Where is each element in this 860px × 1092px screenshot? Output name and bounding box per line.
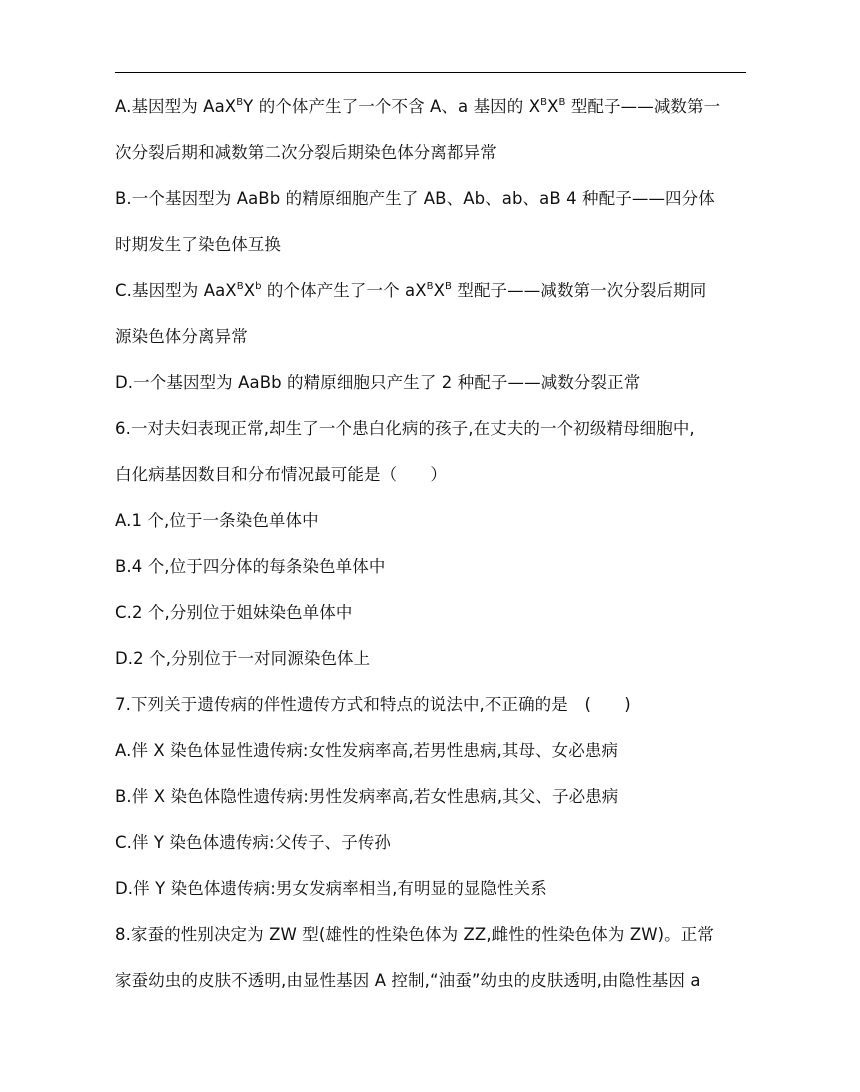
option-6d: D.2 个,分别位于一对同源染色体上 xyxy=(115,649,371,668)
option-6b: B.4 个,位于四分体的每条染色单体中 xyxy=(115,557,386,576)
option-7b: B.伴 X 染色体隐性遗传病:男性发病率高,若女性患病,其父、子必患病 xyxy=(115,787,619,806)
option-6c: C.2 个,分别位于姐妹染色单体中 xyxy=(115,603,353,622)
option-5b-line-2: 时期发生了染色体互换 xyxy=(115,235,281,254)
option-6a: A.1 个,位于一条染色单体中 xyxy=(115,511,319,530)
option-7c: C.伴 Y 染色体遗传病:父传子、子传孙 xyxy=(115,833,391,852)
question-6-line-1: 6.一对夫妇表现正常,却生了一个患白化病的孩子,在丈夫的一个初级精母细胞中, xyxy=(115,419,695,438)
header-rule xyxy=(115,72,746,73)
question-8-line-1: 8.家蚕的性别决定为 ZW 型(雄性的性染色体为 ZZ,雌性的性染色体为 ZW)。正常 xyxy=(115,925,714,944)
option-7a: A.伴 X 染色体显性遗传病:女性发病率高,若男性患病,其母、女必患病 xyxy=(115,741,619,760)
option-5d: D.一个基因型为 AaBb 的精原细胞只产生了 2 种配子——减数分裂正常 xyxy=(115,373,641,392)
question-8-line-2: 家蚕幼虫的皮肤不透明,由显性基因 A 控制,“油蚕”幼虫的皮肤透明,由隐性基因 a xyxy=(115,971,701,990)
option-5a-line-1: A.基因型为 AaX$^B$Y 的个体产生了一个不含 A、a 基因的 $X^BX^B$ 型配子——减数第一 xyxy=(115,97,721,116)
option-5a-line-2: 次分裂后期和减数第二次分裂后期染色体分离都异常 xyxy=(115,143,497,162)
option-7d: D.伴 Y 染色体遗传病:男女发病率相当,有明显的显隐性关系 xyxy=(115,879,547,898)
question-6-line-2: 白化病基因数目和分布情况最可能是（ ） xyxy=(115,465,447,484)
option-5c-line-1: C.基因型为 $AaX^BX^b$ 的个体产生了一个 $aX^BX^B$ 型配子——减数第一次分裂后期同 xyxy=(115,281,707,300)
option-5b-line-1: B.一个基因型为 AaBb 的精原细胞产生了 AB、Ab、ab、aB 4 种配子——四分体 xyxy=(115,189,715,208)
question-7: 7.下列关于遗传病的伴性遗传方式和特点的说法中,不正确的是 ( ) xyxy=(115,695,631,714)
option-5c-line-2: 源染色体分离异常 xyxy=(115,327,248,346)
